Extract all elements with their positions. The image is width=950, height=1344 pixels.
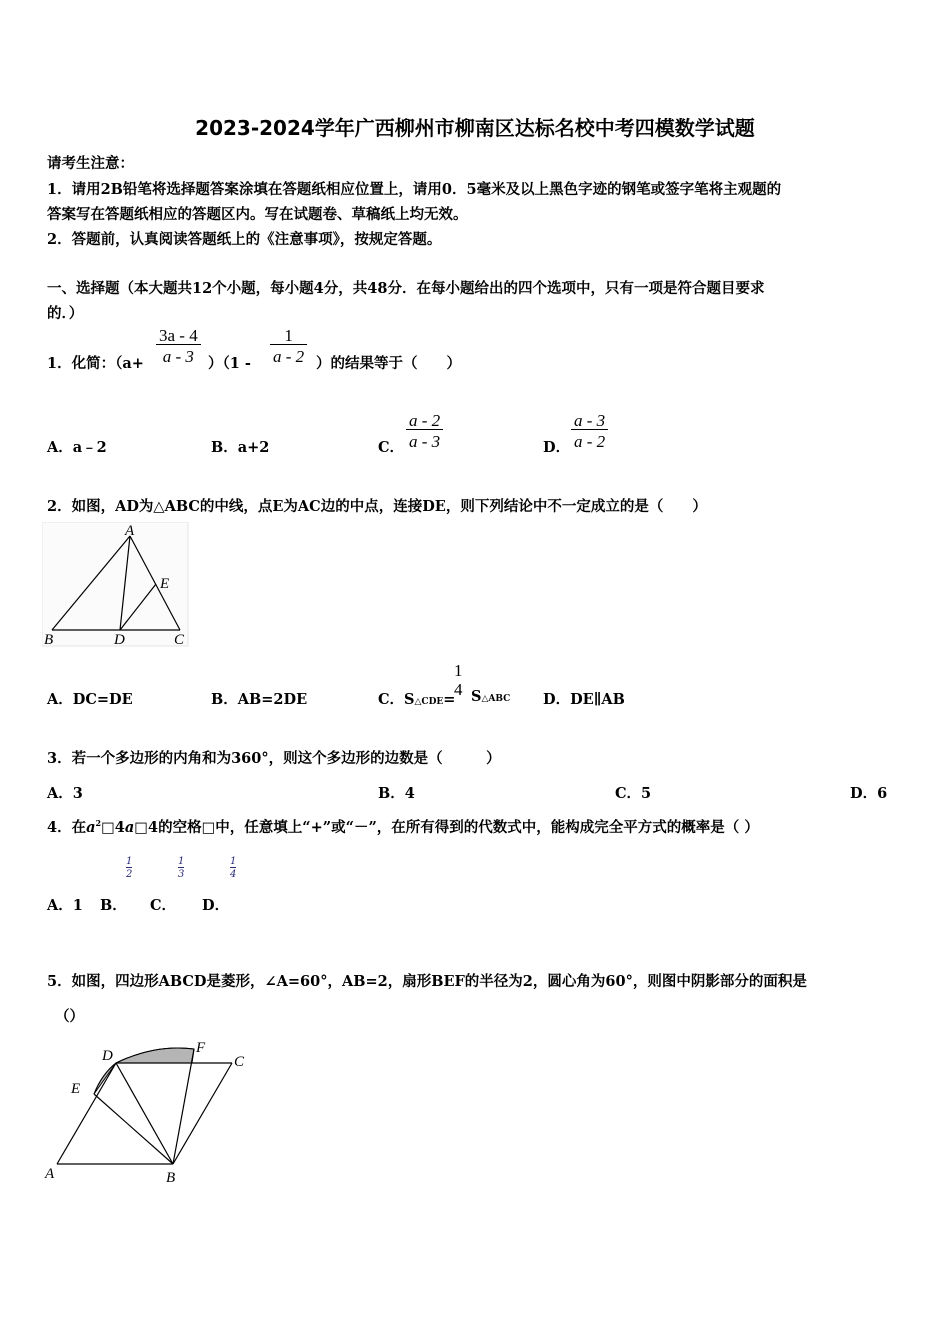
q4-fd-den: 4	[230, 869, 237, 880]
label-a: A	[125, 523, 135, 539]
q2-option-c-tail	[471, 688, 510, 705]
label-e: E	[71, 1081, 81, 1097]
q4-option-d: D．	[202, 897, 230, 914]
q4-option-a: A．1	[47, 897, 83, 914]
label-d: D	[114, 632, 125, 648]
label-c: C	[234, 1054, 245, 1070]
q5-rhombus-figure	[40, 1036, 255, 1186]
q1-frac2-den: a - 2	[270, 344, 307, 365]
label-f: F	[196, 1040, 206, 1056]
q4-fb-den: 2	[126, 869, 133, 880]
q3-text: 3．若一个多边形的内角和为360°，则这个多边形的边数是（ ）	[47, 750, 501, 767]
q2-option-d: D．DE∥AB	[543, 691, 625, 708]
q3-option-a: A．3	[47, 785, 83, 802]
radius-be	[94, 1094, 173, 1164]
label-d: D	[102, 1048, 113, 1064]
q2-option-c	[378, 688, 455, 709]
q2-optc-s2: S	[471, 688, 482, 705]
q2-optc-eq: =	[443, 691, 456, 708]
q2-option-c-fraction	[451, 662, 466, 698]
q3-option-b: B．4	[378, 785, 415, 802]
q4-fd-num: 1	[230, 856, 237, 867]
q1-option-d-fraction	[571, 412, 608, 450]
q1-fraction-1	[156, 327, 201, 365]
page-title: 2023-2024学年广西柳州市柳南区达标名校中考四模数学试题	[195, 116, 755, 140]
q1-option-d-label: D．	[543, 439, 571, 456]
q4-option-b: B．	[100, 897, 127, 914]
q1-option-b: B．a+2	[211, 439, 270, 456]
q1-frac1-num: 3a - 4	[159, 326, 198, 345]
notice-line-1: 1．请用2B铅笔将选择题答案涂填在答题纸相应位置上，请用0．5毫米及以上黑色字迹的钢笔或签字笔将主观题的	[47, 181, 782, 198]
q2-triangle-figure	[42, 522, 190, 650]
side-ad	[57, 1063, 116, 1164]
label-c: C	[174, 632, 185, 648]
q4-fc-num: 1	[178, 856, 185, 867]
q4-text-mid: □4	[101, 819, 125, 836]
label-b: B	[166, 1170, 176, 1186]
q1-option-c-fraction	[406, 412, 443, 450]
diagonal-bd	[116, 1063, 173, 1164]
q4-option-c: C．	[150, 897, 177, 914]
q4-fraction-b	[126, 857, 132, 880]
q1-fraction-2	[270, 327, 307, 365]
q5-text-cont: （）	[55, 1008, 84, 1025]
q4-var-a: a	[86, 819, 96, 836]
q1-option-a: A．a﹣2	[47, 439, 107, 456]
q4-fraction-d	[230, 857, 236, 880]
q1-frac2-num: 1	[284, 326, 293, 345]
q1-optc-den: a - 3	[406, 429, 443, 450]
q4-text	[47, 816, 759, 837]
q1-optc-num: a - 2	[409, 411, 441, 430]
q1-suffix: ）的结果等于（ ）	[316, 355, 461, 372]
q1-optd-num: a - 3	[574, 411, 606, 430]
q1-option-c-label: C．	[378, 439, 405, 456]
notice-line-1b: 答案写在答题纸相应的答题区内。写在试题卷、草稿纸上均无效。	[47, 206, 468, 223]
section-heading: 一、选择题（本大题共12个小题，每小题4分，共48分．在每小题给出的四个选项中，只有一项是符合题目要求	[47, 280, 765, 297]
label-e: E	[160, 576, 170, 592]
q1-optd-den: a - 2	[571, 429, 608, 450]
q2-optc-label: C．S	[378, 691, 415, 708]
q4-text-pre: 4．在	[47, 819, 87, 836]
q5-text: 5．如图，四边形ABCD是菱形，∠A=60°，AB=2，扇形BEF的半径为2，圆心角为60°，则图中阴影部分的面积是	[47, 973, 807, 990]
q2-option-b: B．AB=2DE	[211, 691, 308, 708]
section-heading-cont: 的．）	[47, 305, 84, 322]
q1-prefix: 1．化简：（a+	[47, 355, 144, 372]
q2-optc-den: 4	[454, 680, 463, 699]
q4-fraction-c	[178, 857, 184, 880]
q4-var-a2: a	[124, 819, 135, 836]
notice-heading: 请考生注意：	[47, 155, 134, 172]
q2-option-a: A．DC=DE	[47, 691, 133, 708]
label-b: B	[44, 632, 54, 648]
q2-optc-num: 1	[454, 661, 463, 680]
notice-line-2: 2．答题前，认真阅读答题纸上的《注意事项》，按规定答题。	[47, 231, 442, 248]
label-a: A	[45, 1166, 55, 1182]
q1-middle: ）（1 -	[208, 355, 251, 372]
q2-optc-sub1: △CDE	[414, 697, 444, 707]
q2-optc-sub2: △ABC	[481, 694, 511, 704]
q1-frac1-den: a - 3	[156, 344, 201, 365]
q4-fb-num: 1	[126, 856, 133, 867]
q4-sup: 2	[95, 818, 102, 829]
q2-text: 2．如图，AD为△ABC的中线，点E为AC边的中点，连接DE，则下列结论中不一定成立的是（ ）	[47, 498, 707, 515]
q4-text-post: □4的空格□中，任意填上“+”或“－”，在所有得到的代数式中，能构成完全平方式的概率是（ ）	[134, 819, 759, 836]
q4-fc-den: 3	[178, 869, 185, 880]
q3-option-d: D．6	[850, 785, 888, 802]
q3-option-c: C．5	[615, 785, 652, 802]
